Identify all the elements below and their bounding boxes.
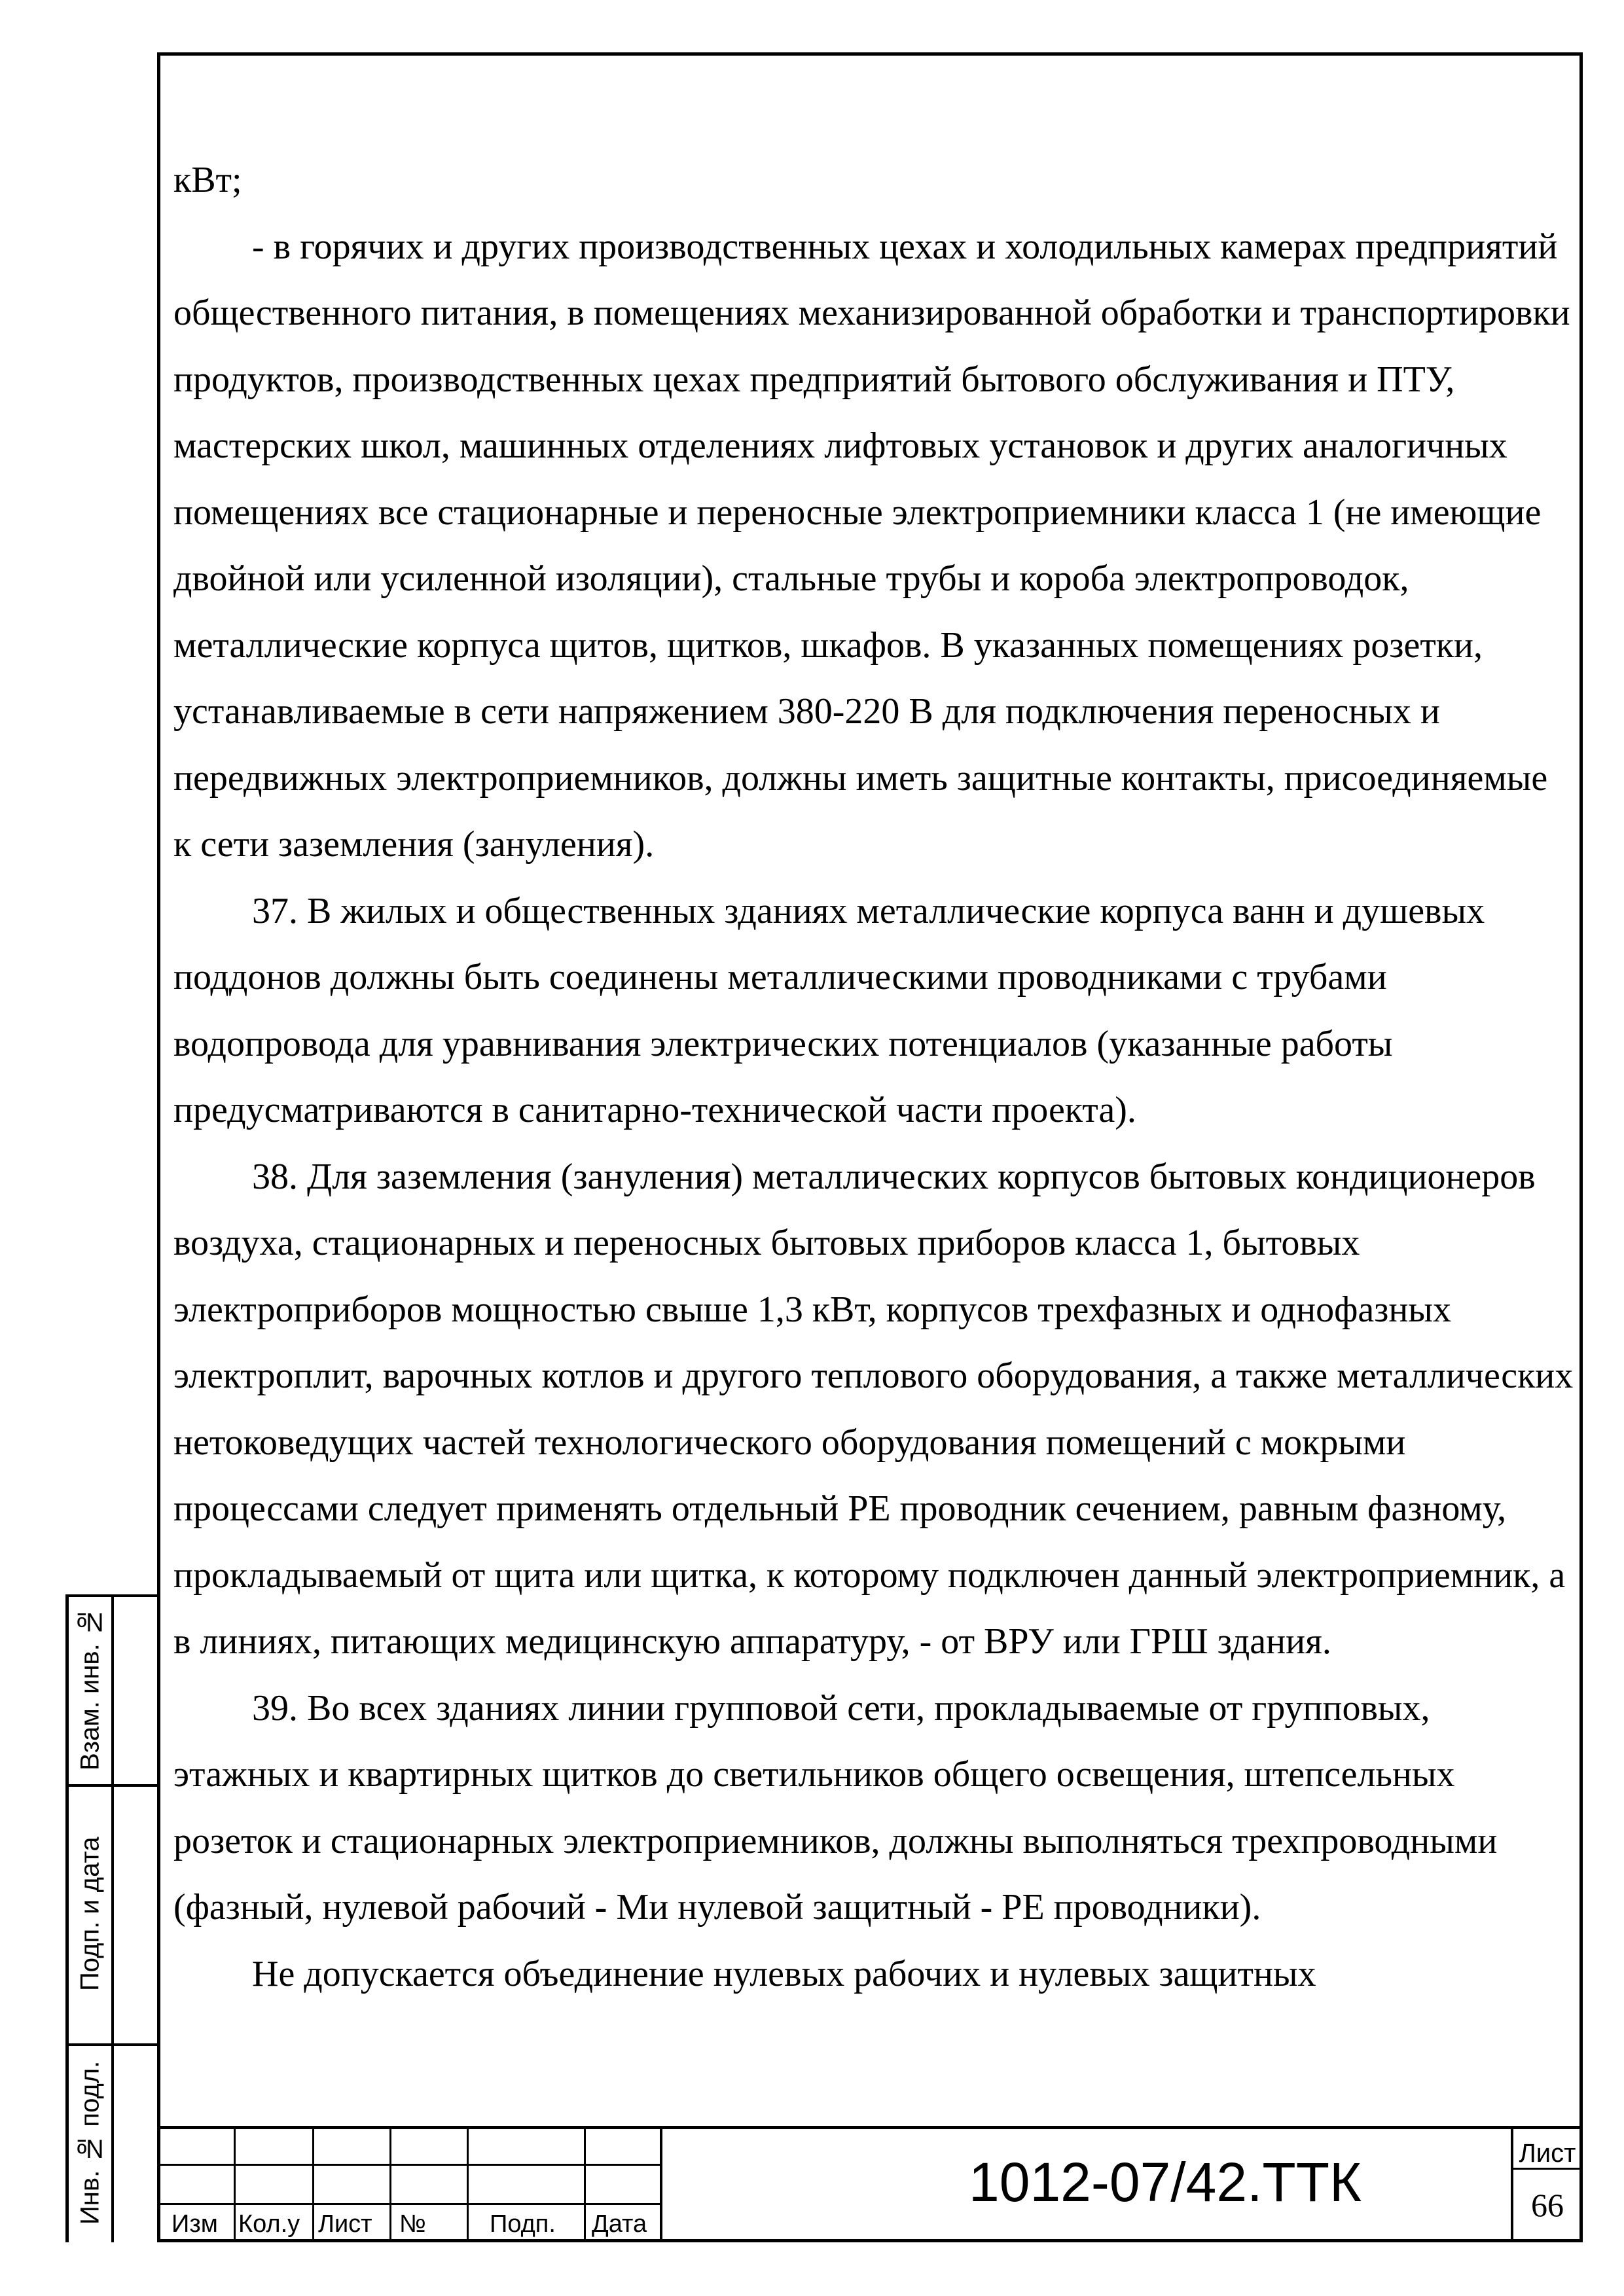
- col-kol-uch: Кол.у: [238, 2210, 300, 2238]
- title-block-rule: [157, 2126, 1583, 2129]
- col-izm: Изм: [171, 2210, 218, 2238]
- title-block-rule: [467, 2126, 469, 2242]
- podp-data-label: Подп. и дата: [75, 1837, 105, 1991]
- document-code: 1012-07/42.ТТК: [969, 2151, 1362, 2213]
- paragraph: 39. Во всех зданиях линии групповой сети, прокладываемые от групповых, этажных и квартирных щитков до светильников общего освещения, штепсельных розеток и стационарных электроприемников, должны выполняться трехпроводными (фазный, нулевой рабочий - Ми нулевой защитный - PE проводники).: [173, 1687, 1498, 1928]
- side-stamp-border: [65, 1594, 69, 2242]
- sheet-number: 66: [1531, 2187, 1564, 2223]
- paragraph: - в горячих и других производственных цехах и холодильных камерах предприятий общественного питания, в помещениях механизированной обработки и транспортировки продуктов, производственных цехах предприятий бытового обслуживания и ПТУ, мастерских школ, машинных отделениях лифтовых установок и других аналогичных помещениях все стационарные и переносные электроприемники класса 1 (не имеющие двойной или усиленной изоляции), стальные трубы и короба электропроводок, металлические корпуса щитов, щитков, шкафов. В указанных помещениях розетки, устанавливаемые в сети напряжением 380-220 В для подключения переносных и передвижных электроприемников, должны иметь защитные контакты, присоединяемые к сети заземления (зануления).: [173, 226, 1570, 865]
- inv-podl-label: Инв. № подл.: [75, 2060, 105, 2225]
- paragraph: Не допускается объединение нулевых рабочих и нулевых защитных: [252, 1953, 1316, 1994]
- title-block-rule: [312, 2126, 314, 2242]
- col-podp: Подп.: [490, 2210, 556, 2238]
- side-stamp: [65, 1594, 157, 2242]
- document-body: [173, 147, 1574, 2007]
- paragraph: 37. В жилых и общественных зданиях металлические корпуса ванн и душевых поддонов должны быть соединены металлическими проводниками с трубами водопровода для уравнивания электрических потенциалов (указанные работы предусматриваются в санитарно-технической части проекта).: [173, 890, 1485, 1130]
- col-data: Дата: [592, 2210, 647, 2238]
- vzam-inv-label: Взам. инв. №: [75, 1607, 105, 1771]
- sheet-label: Лист: [1519, 2139, 1576, 2168]
- col-nomer: №: [399, 2210, 426, 2238]
- title-block-rule: [584, 2126, 586, 2242]
- side-stamp-divider: [111, 1594, 114, 2242]
- title-block-rule: [234, 2126, 236, 2242]
- col-list: Лист: [318, 2210, 372, 2238]
- paragraph: кВт;: [173, 160, 242, 200]
- title-block: [157, 2126, 1583, 2242]
- paragraph: 38. Для заземления (зануления) металлических корпусов бытовых кондиционеров воздуха, стационарных и переносных бытовых приборов класса 1, бытовых электроприборов мощностью свыше 1,3 кВт, корпусов трехфазных и однофазных электроплит, варочных котлов и другого теплового оборудования, а также металлических нетоковедущих частей технологического оборудования помещений с мокрыми процессами следует применять отдельный PE проводник сечением, равным фазному, прокладываемый от щита или щитка, к которому подключен данный электроприемник, а в линиях, питающих медицинскую аппаратуру, - от ВРУ или ГРШ здания.: [173, 1156, 1574, 1662]
- title-block-rule: [389, 2126, 391, 2242]
